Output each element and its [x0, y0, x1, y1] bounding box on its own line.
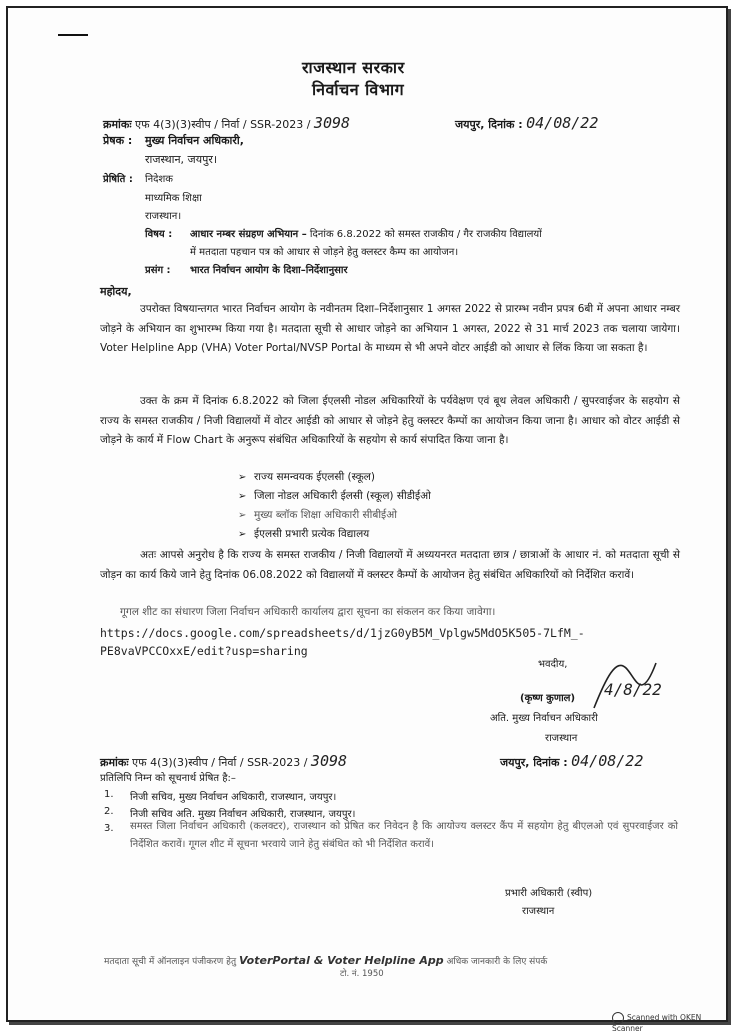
arrow-bullet-icon: ➢ [238, 529, 247, 540]
reference-label: प्रसंग : [145, 265, 171, 276]
bullet-item: ➢ ईएलसी प्रभारी प्रत्येक विद्यालय [238, 528, 370, 540]
copy-text: निजी सचिव, मुख्य निर्वाचन अधिकारी, राजस्थान, जयपुर। [130, 792, 337, 803]
ref-number: एफ 4(3)(3)स्वीप / निर्वा / SSR-2023 / [135, 118, 311, 131]
ref2-date-handwritten: 04/08/22 [571, 752, 644, 770]
bullet-item: ➢ राज्य समन्वयक ईएलसी (स्कूल) [238, 471, 375, 483]
recipient-line1: निदेशक [145, 174, 173, 185]
signoff-name: (कृष्ण कुणाल) [520, 693, 576, 704]
paragraph-3: अतः आपसे अनुरोध है कि राज्य के समस्त राजकीय / निजी विद्यालयों में अध्ययनरत मतदाता छात्र / छात्राओं के आधार नं. को मतदाता सूची से जोड़न का कार्य किये जाने हेतु दिनांक 06.08.2022 को विद्यालयों में क्लस्टर कैम्पों के आयोजन हेतु संबंधित अधिकारियों को निर्देशित करावें। [100, 549, 680, 581]
signature-handwritten: 4/8/22 [604, 680, 662, 699]
ref2-date-label: जयपुर, दिनांक : [500, 756, 568, 769]
corner-pen-mark [58, 34, 88, 36]
header-government: राजस्थान सरकार [302, 58, 405, 77]
signoff2-state: राजस्थान [522, 906, 555, 917]
subject-line2: में मतदाता पहचान पत्र को आधार से जोड़ने हेतु क्लस्टर कैम्प का आयोजन। [190, 247, 459, 258]
copy-num: 2. [104, 806, 114, 817]
signoff-designation: अति. मुख्य निर्वाचन अधिकारी [490, 713, 598, 724]
salutation: महोदय, [100, 285, 132, 298]
recipient-line2: माध्यमिक शिक्षा [145, 193, 202, 204]
paragraph-1: उपरोक्त विषयान्तगत भारत निर्वाचन आयोग के नवीनतम दिशा–निर्देशानुसार 1 अगस्त 2022 से प्रारम्भ नवीन प्रपत्र 6बी में अपना आधार नम्बर जोड़ने के अभियान का शुभारम्भ किया गया है। मतदाता सूची से आधार जोड़ने का अभियान 1 अगस्त, 2022 से 31 मार्च 2023 तक चलाया जायेगा। Voter Helpline App (VHA) Voter Portal/NVSP Portal के माध्यम से भी अपने वोटर आईडी को आधार से लिंक किया जा सकता है। [100, 303, 680, 354]
paragraph-2: उक्त के क्रम में दिनांक 6.8.2022 को जिला ईएलसी नोडल अधिकारियों के पर्यवेक्षण एवं बूथ लेवल अधिकारी / सुपरवाईजर के सहयोग से राज्य के समस्त राजकीय / निजी विद्यालयों में वोटर आईडी को आधार से जोड़ने हेतु क्लस्टर कैम्पों का आयोजन किया जाना है। आधार को वोटर आईडी से जोड़ने के कार्य में Flow Chart के अनुरूप संबंधित अधिकारियों के सहयोग से कार्य संपादित किया जाना है। [100, 395, 680, 446]
copy-num: 1. [104, 789, 114, 800]
paragraph-4: गूगल शीट का संधारण जिला निर्वाचन अधिकारी कार्यालय द्वारा सूचना का संकलन कर किया जावेगा। [120, 606, 496, 618]
recipient-label: प्रेषिति : [103, 174, 133, 185]
subject-label: विषय : [145, 229, 173, 240]
bullet-item: ➢ मुख्य ब्लॉक शिक्षा अधिकारी सीबीईओ [238, 509, 397, 521]
subject-title: आधार नम्बर संग्रहण अभियान – [190, 229, 307, 240]
sheet-url-line1: https://docs.google.com/spreadsheets/d/1jzG0yB5M_Vplgw5MdO5K505-7LfM_- [100, 626, 585, 640]
signoff2-designation: प्रभारी अधिकारी (स्वीप) [505, 888, 593, 899]
ref2-label: क्रमांकः [100, 756, 129, 769]
footer-line2: टो. नं. 1950 [340, 969, 384, 979]
signoff-yours: भवदीय, [538, 659, 568, 670]
footer-line1: मतदाता सूची में ऑनलाइन पंजीकरण हेतु VoterPortal & Voter Helpline App अधिक जानकारी के लिए संपर्क [104, 954, 548, 967]
recipient-line3: राजस्थान। [145, 211, 182, 222]
copy-num: 3. [104, 823, 114, 834]
sender-name: मुख्य निर्वाचन अधिकारी, [145, 134, 244, 147]
date-handwritten: 04/08/22 [526, 114, 599, 132]
ref2-line [100, 752, 347, 770]
ref2-number-handwritten: 3098 [310, 752, 348, 770]
scanner-watermark: Scanned with OKEN Scanner [612, 1013, 702, 1033]
ref2-date [500, 752, 643, 770]
subject-detail: दिनांक 6.8.2022 को समस्त राजकीय / गैर राजकीय विद्यालयों [309, 229, 542, 240]
signature-icon [586, 648, 676, 718]
sender-address: राजस्थान, जयपुर। [145, 153, 218, 166]
arrow-bullet-icon: ➢ [238, 491, 247, 502]
subject-line1 [190, 226, 542, 240]
sheet-url-line2: PE8vaVPCCOxxE/edit?usp=sharing [100, 644, 308, 658]
date-label: जयपुर, दिनांक : [455, 118, 523, 131]
ref2-number: एफ 4(3)(3)स्वीप / निर्वा / SSR-2023 / [132, 756, 308, 769]
sender-label: प्रेषक : [103, 134, 133, 147]
header-department: निर्वाचन विभाग [312, 80, 405, 99]
ref-line [103, 114, 350, 132]
bullet-item: ➢ जिला नोडल अधिकारी ईलसी (स्कूल) सीडीईओ [238, 490, 431, 502]
reference-text: भारत निर्वाचन आयोग के दिशा–निर्देशानुसार [190, 265, 348, 276]
ref-number-handwritten: 3098 [313, 114, 351, 132]
arrow-bullet-icon: ➢ [238, 472, 247, 483]
copy-text: समस्त जिला निर्वाचन अधिकारी (कलक्टर), राजस्थान को प्रेषित कर निवेदन है कि आयोज्य क्लस्टर कैंप में सहयोग हेतु बीएलओ एवं सुपरवाईजर को निर्देशित करावें। गूगल शीट में सूचना भरवाये जाने हेतु संबंधित को भी निर्देशित करावें। [130, 821, 678, 850]
arrow-bullet-icon: ➢ [238, 510, 247, 521]
scanner-logo-icon [612, 1012, 624, 1024]
ref-label: क्रमांकः [103, 118, 132, 131]
signoff-state: राजस्थान [545, 733, 578, 744]
ref-date [455, 114, 598, 132]
copy-text: निजी सचिव अति. मुख्य निर्वाचन अधिकारी, राजस्थान, जयपुर। [130, 809, 356, 820]
copy-intro: प्रतिलिपि निम्न को सूचनार्थ प्रेषित है:– [100, 773, 236, 784]
